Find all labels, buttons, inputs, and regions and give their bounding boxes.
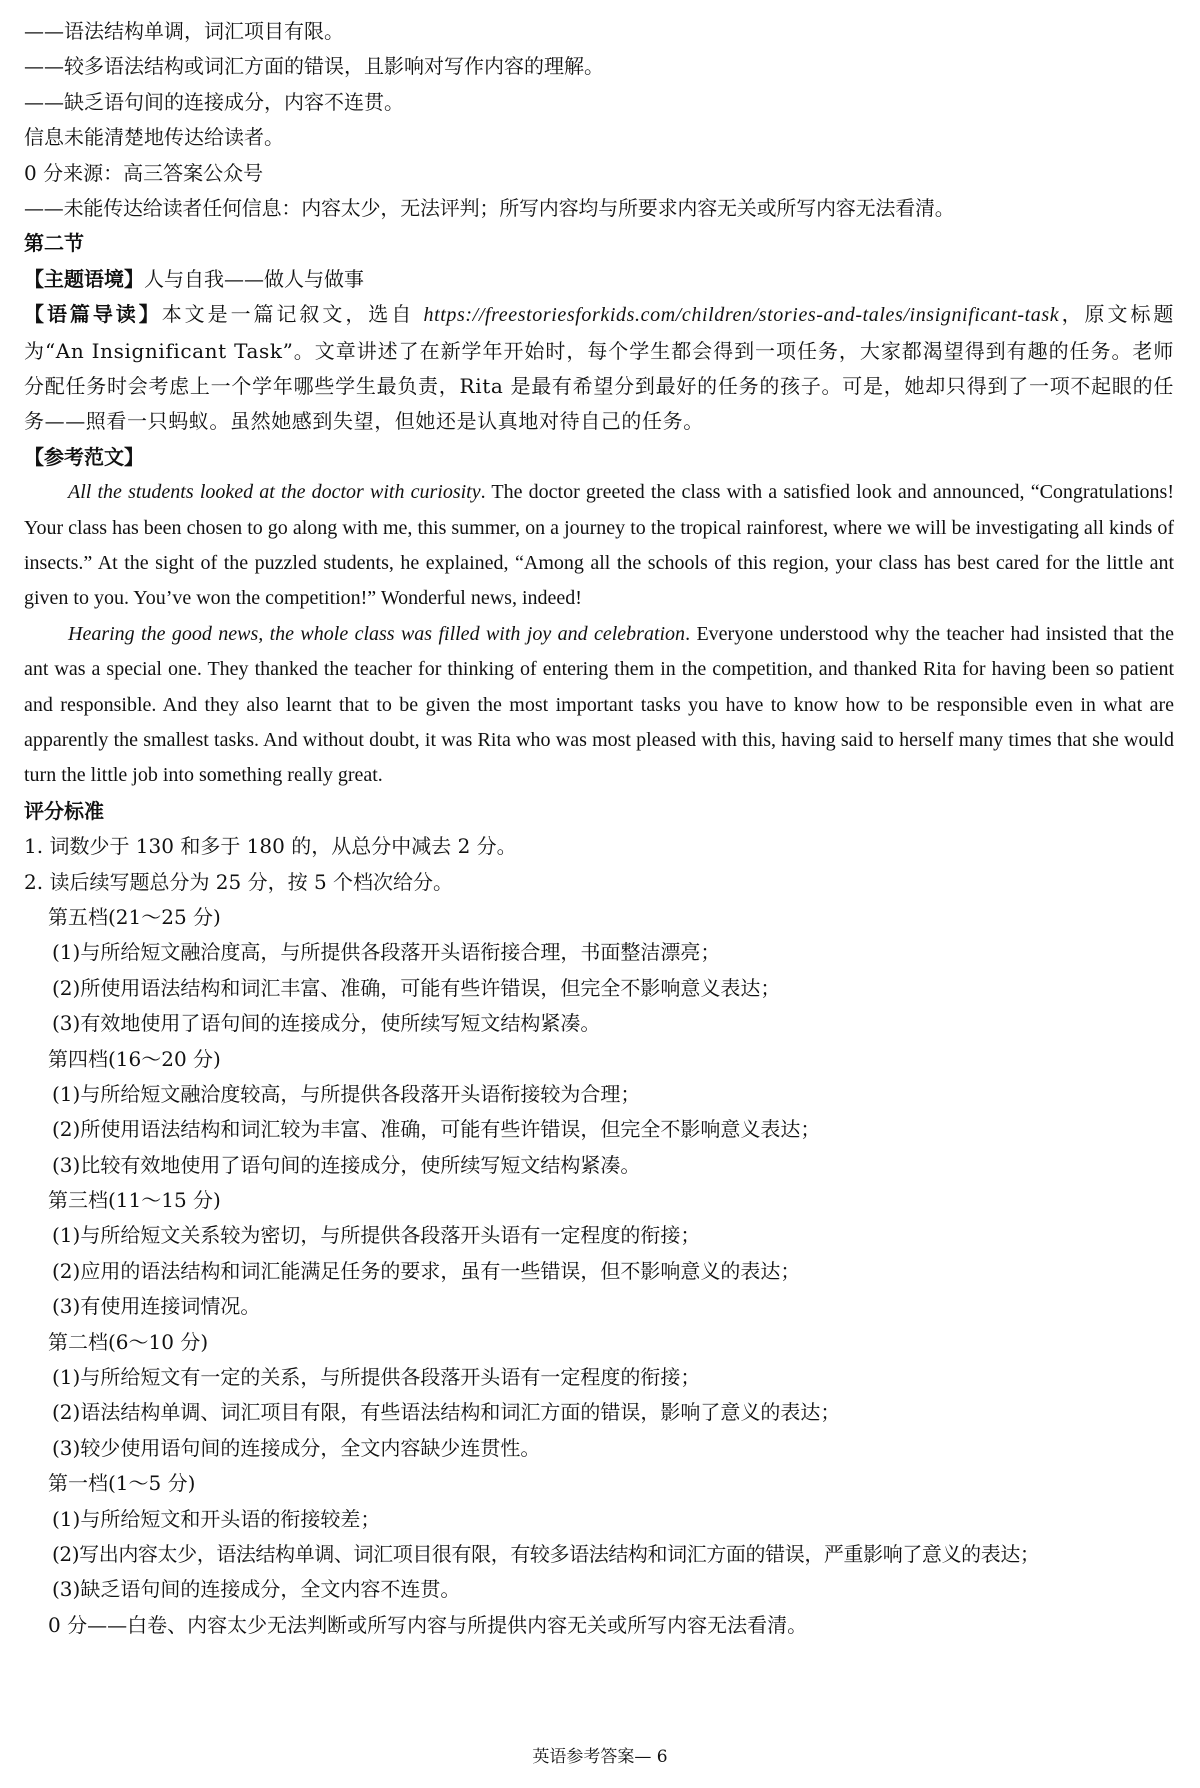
text-line: ——缺乏语句间的连接成分，内容不连贯。 bbox=[24, 89, 404, 114]
guide-paragraph bbox=[24, 297, 1174, 440]
level-item: (1)与所给短文有一定的关系，与所提供各段落开头语有一定程度的衔接； bbox=[52, 1365, 701, 1390]
level-item: (2)所使用语法结构和词汇较为丰富、准确，可能有些许错误，但完全不影响意义表达； bbox=[52, 1117, 821, 1142]
criteria-rule: 1. 词数少于 130 和多于 180 的，从总分中减去 2 分。 bbox=[24, 834, 517, 859]
guide-label: 【语篇导读】 bbox=[24, 302, 162, 327]
page-footer: 英语参考答案— 6 bbox=[532, 1747, 668, 1767]
paragraph-opener: Hearing the good news, the whole class was filled with joy and celebration bbox=[68, 622, 686, 645]
level-item: (1)与所给短文关系较为密切，与所提供各段落开头语有一定程度的衔接； bbox=[52, 1223, 701, 1248]
section-title: 第二节 bbox=[24, 231, 84, 256]
level-item: (2)应用的语法结构和词汇能满足任务的要求，虽有一些错误，但不影响意义的表达； bbox=[52, 1258, 801, 1283]
source-url: https://freestoriesforkids.com/children/stories-and-tales/insignificant-task bbox=[423, 304, 1060, 327]
level-title: 第二档(6～10 分) bbox=[48, 1329, 209, 1354]
text-line: 信息未能清楚地传达给读者。 bbox=[24, 125, 284, 150]
level-title: 第三档(11～15 分) bbox=[48, 1188, 221, 1213]
level-item: (3)较少使用语句间的连接成分，全文内容缺少连贯性。 bbox=[52, 1435, 541, 1460]
text-line: ——较多语法结构或词汇方面的错误，且影响对写作内容的理解。 bbox=[24, 54, 604, 79]
sample-paragraph-1 bbox=[24, 475, 1174, 617]
paragraph-body: . Everyone understood why the teacher had insisted that the ant was a special one. They thanked the teacher for thinking of entering them in the competition, and thanked Rita for having been so patient and responsible. And they also learnt that to be given the most important tasks you have to know how to be responsible even in what are apparently the smallest tasks. And without doubt, it was Rita who was most pleased with this, having said to herself many times that she would turn the little job into something really great. bbox=[24, 622, 1175, 787]
level-item: (1)与所给短文融洽度较高，与所提供各段落开头语衔接较为合理； bbox=[52, 1081, 641, 1106]
level-item: (3)有效地使用了语句间的连接成分，使所续写短文结构紧凑。 bbox=[52, 1011, 601, 1036]
level-item: (2)写出内容太少，语法结构单调、词汇项目很有限，有较多语法结构和词汇方面的错误，严重影响了意义的表达； bbox=[52, 1542, 1040, 1566]
criteria-rule: 2. 读后续写题总分为 25 分，按 5 个档次给分。 bbox=[24, 869, 454, 894]
level-item: (3)缺乏语句间的连接成分，全文内容不连贯。 bbox=[52, 1577, 461, 1602]
paragraph-body: . The doctor greeted the class with a satisfied look and announced, “Congratulations! Your class has been chosen to go along with me, this summer, on a journey to the tropical rainforest, where we will be investigating all kinds of insects.” At the sight of the puzzled students, he explained, “Among all the schools of this region, your class has best cared for the little ant given to you. You’ve won the competition!” Wonderful news, indeed! bbox=[24, 481, 1174, 610]
document-body bbox=[24, 14, 1174, 1643]
sample-paragraph-2 bbox=[24, 617, 1174, 794]
level-item: (2)语法结构单调、词汇项目有限，有些语法结构和词汇方面的错误，影响了意义的表达； bbox=[52, 1400, 841, 1425]
text-line: 0 分来源：高三答案公众号 bbox=[24, 160, 264, 185]
guide-text-after-url: ，原文标题为“An Insignificant Task”。文章讲述了在新学年开始时，每个学生都会得到一项任务，大家都渴望得到有趣的任务。老师分配任务时会考虑上一个学年哪些学生最负责，Rita 是最有希望分到最好的任务的孩子。可是，她却只得到了一项不起眼的任务——照看一只蚂蚁。虽然她感到失望，但她还是认真地对待自己的任务。 bbox=[24, 302, 1174, 434]
zero-score-line: 0 分——白卷、内容太少无法判断或所写内容与所提供内容无关或所写内容无法看清。 bbox=[48, 1612, 808, 1637]
level-title: 第五档(21～25 分) bbox=[48, 904, 221, 929]
theme-line bbox=[24, 262, 1174, 297]
paragraph-opener: All the students looked at the doctor with curiosity bbox=[68, 481, 481, 504]
level-item: (3)比较有效地使用了语句间的连接成分，使所续写短文结构紧凑。 bbox=[52, 1152, 641, 1177]
level-item: (1)与所给短文融洽度高，与所提供各段落开头语衔接合理，书面整洁漂亮； bbox=[52, 940, 721, 965]
theme-text: 人与自我——做人与做事 bbox=[144, 266, 364, 291]
sample-label: 【参考范文】 bbox=[24, 444, 144, 469]
text-line: ——未能传达给读者任何信息：内容太少，无法评判；所写内容均与所要求内容无关或所写内容无法看清。 bbox=[24, 195, 955, 220]
level-title: 第一档(1～5 分) bbox=[48, 1471, 196, 1496]
level-item: (2)所使用语法结构和词汇丰富、准确，可能有些许错误，但完全不影响意义表达； bbox=[52, 975, 781, 1000]
level-item: (1)与所给短文和开头语的衔接较差； bbox=[52, 1506, 381, 1531]
text-line: ——语法结构单调，词汇项目有限。 bbox=[24, 19, 344, 43]
criteria-title: 评分标准 bbox=[24, 798, 104, 823]
theme-label: 【主题语境】 bbox=[24, 266, 144, 291]
level-title: 第四档(16～20 分) bbox=[48, 1046, 221, 1071]
guide-text-before-url: 本文是一篇记叙文，选自 bbox=[161, 302, 424, 327]
level-item: (3)有使用连接词情况。 bbox=[52, 1294, 261, 1319]
